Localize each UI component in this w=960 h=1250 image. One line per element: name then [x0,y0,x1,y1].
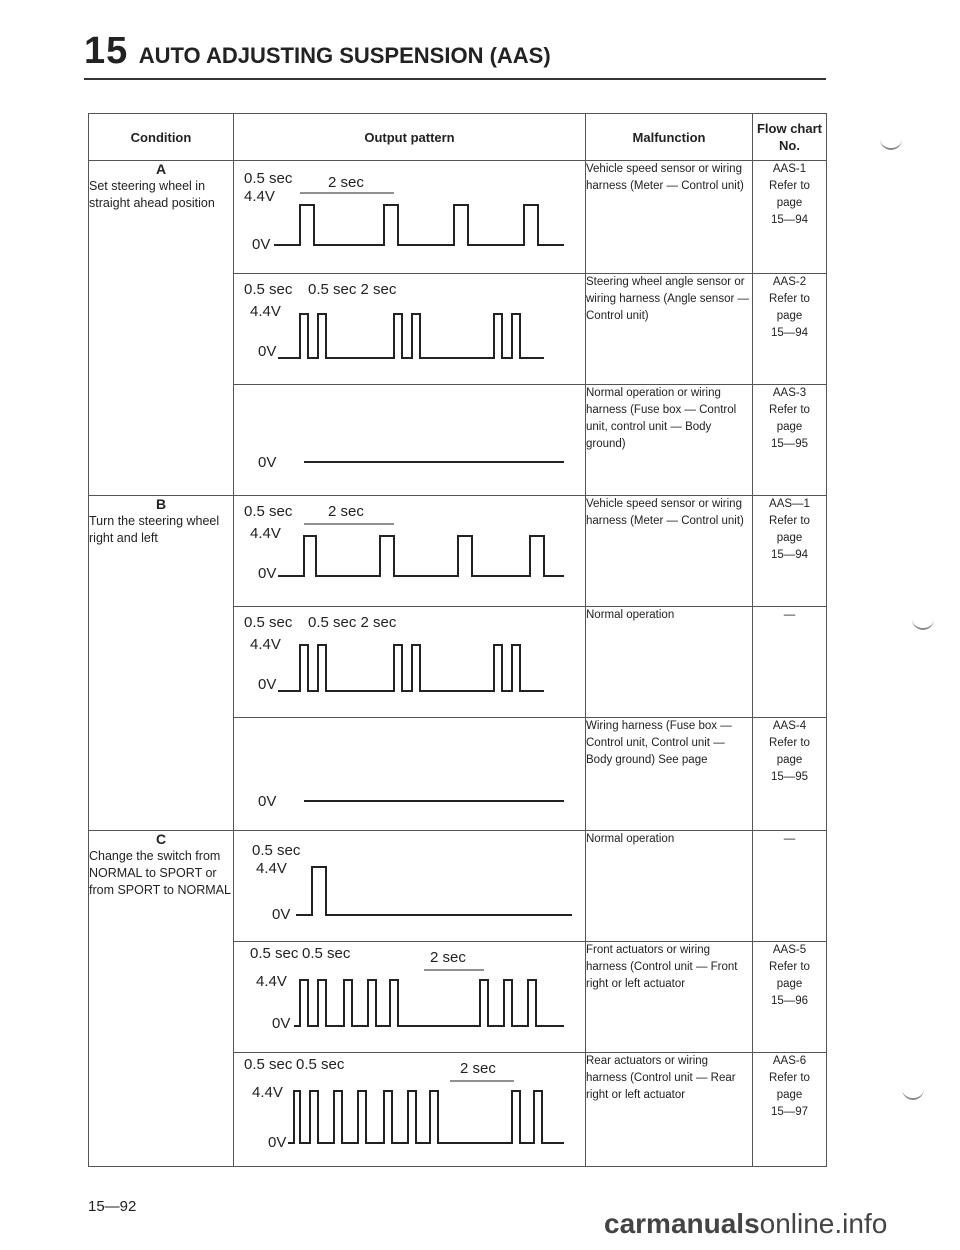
condition-b-text: Turn the steering wheel right and left [89,514,220,545]
condition-a [89,161,234,496]
wave-label-low: 0V [258,793,277,810]
flow-8-page: page [776,978,803,990]
page-header [84,30,551,73]
wave-label-low: 0V [252,236,271,253]
waveform-8 [234,942,586,1052]
wave-label-high: 4.4V [244,188,275,205]
output-pattern-5 [234,607,586,718]
wave-label-low: 0V [258,565,277,582]
malfunction-4: Vehicle speed sensor or wiring harness (Meter — Control unit) [586,496,753,607]
waveform-4 [234,496,586,606]
wave-label-top: 0.5 sec [244,281,293,298]
flow-3-refer: Refer to [769,404,810,416]
wave-label-high: 4.4V [256,860,287,877]
waveform-7 [234,831,586,941]
waveform-1 [234,161,586,273]
malfunction-6: Wiring harness (Fuse box — Control unit, Control unit — Body ground) See page [586,718,753,831]
wave-label-top: 0.5 sec [244,1056,293,1073]
watermark-rest: online.info [759,1208,888,1239]
wave-label-top2: 0.5 sec [296,1056,345,1073]
condition-b-letter: B [155,496,167,512]
wave-label-top2: 2 sec [328,503,364,520]
malfunction-1: Vehicle speed sensor or wiring harness (Meter — Control unit) [586,161,753,274]
flow-1-refer: Refer to [769,180,810,192]
flow-2-refer: Refer to [769,293,810,305]
wave-label-top2: 0.5 sec 2 sec [308,281,397,298]
flow-3-number: 15—95 [770,438,809,450]
flow-9-id: AAS-6 [772,1055,807,1067]
flow-4-number: 15—94 [770,549,809,561]
output-pattern-9 [234,1053,586,1167]
wave-label-high: 4.4V [256,973,287,990]
wave-label-high: 4.4V [252,1084,283,1101]
flow-2-id: AAS-2 [772,276,807,288]
flow-3 [753,385,827,496]
flow-3-id: AAS-3 [772,387,807,399]
flow-5 [753,607,827,718]
wave-label-low: 0V [258,454,277,471]
flow-5-dash: — [783,609,796,621]
watermark [604,1208,887,1240]
flow-6-page: page [776,754,803,766]
condition-b [89,496,234,831]
wave-label-low: 0V [258,343,277,360]
wave-label-high: 4.4V [250,525,281,542]
header-output-pattern: Output pattern [234,114,586,161]
wave-label-top3: 2 sec [460,1060,496,1077]
flow-2 [753,274,827,385]
wave-label-top: 0.5 sec [244,614,293,631]
wave-label-top: 0.5 sec [250,945,299,962]
output-pattern-4 [234,496,586,607]
flow-4-id: AAS—1 [769,498,810,510]
wave-label-top: 0.5 sec [244,170,293,187]
margin-mark [880,138,902,150]
section-title: AUTO ADJUSTING SUSPENSION (AAS) [138,43,551,68]
flow-2-page: page [776,310,803,322]
wave-label-low: 0V [268,1134,287,1151]
malfunction-9: Rear actuators or wiring harness (Control unit — Rear right or left actuator [586,1053,753,1167]
header-rule [84,78,826,80]
waveform-9 [234,1053,586,1166]
wave-label-high: 4.4V [250,636,281,653]
wave-label-top2: 0.5 sec 2 sec [308,614,397,631]
condition-c-letter: C [155,831,167,847]
output-pattern-3 [234,385,586,496]
flow-7-dash: — [783,833,796,845]
flow-1 [753,161,827,274]
header-condition: Condition [89,114,234,161]
flow-9 [753,1053,827,1167]
flow-8-id: AAS-5 [772,944,807,956]
diagnosis-table [88,113,827,1167]
waveform-2 [234,274,586,384]
condition-a-letter: A [155,161,167,177]
malfunction-8: Front actuators or wiring harness (Control unit — Front right or left actuator [586,942,753,1053]
malfunction-5: Normal operation [586,607,753,718]
watermark-strong: carmanuals [604,1208,760,1239]
flow-6-refer: Refer to [769,737,810,749]
wave-label-top2: 2 sec [328,174,364,191]
flow-1-number: 15—94 [770,214,809,226]
flow-9-refer: Refer to [769,1072,810,1084]
flow-8-number: 15—96 [770,995,809,1007]
output-pattern-8 [234,942,586,1053]
flow-1-page: page [776,197,803,209]
flow-8-refer: Refer to [769,961,810,973]
flow-6-id: AAS-4 [772,720,807,732]
wave-label-top3: 2 sec [430,949,466,966]
header-malfunction: Malfunction [586,114,753,161]
section-number: 15 [84,30,129,72]
wave-label-low: 0V [258,676,277,693]
wave-label-top: 0.5 sec [244,503,293,520]
condition-c-text: Change the switch from NORMAL to SPORT or from SPORT to NORMAL [89,849,231,897]
flow-4-refer: Refer to [769,515,810,527]
output-pattern-6 [234,718,586,831]
waveform-5 [234,607,586,717]
output-pattern-1 [234,161,586,274]
malfunction-3: Normal operation or wiring harness (Fuse box — Control unit, control unit — Body ground) [586,385,753,496]
flow-7 [753,831,827,942]
wave-label-top: 0.5 sec [252,842,301,859]
margin-mark [902,1088,924,1100]
malfunction-2: Steering wheel angle sensor or wiring harness (Angle sensor — Control unit) [586,274,753,385]
flow-4 [753,496,827,607]
wave-label-low: 0V [272,906,291,923]
waveform-3 [234,385,586,495]
flow-1-id: AAS-1 [772,163,807,175]
flow-2-number: 15—94 [770,327,809,339]
flow-8 [753,942,827,1053]
waveform-6 [234,718,586,830]
wave-label-top2: 0.5 sec [302,945,351,962]
flow-6-number: 15—95 [770,771,809,783]
malfunction-7: Normal operation [586,831,753,942]
margin-mark [912,618,934,630]
page-number: 15—92 [88,1198,137,1215]
wave-label-low: 0V [272,1015,291,1032]
flow-9-number: 15—97 [770,1106,809,1118]
flow-3-page: page [776,421,803,433]
condition-c [89,831,234,1167]
flow-6 [753,718,827,831]
output-pattern-7 [234,831,586,942]
flow-4-page: page [776,532,803,544]
header-flow-chart: Flow chart No. [753,114,827,161]
flow-9-page: page [776,1089,803,1101]
output-pattern-2 [234,274,586,385]
wave-label-high: 4.4V [250,303,281,320]
condition-a-text: Set steering wheel in straight ahead position [89,179,215,210]
